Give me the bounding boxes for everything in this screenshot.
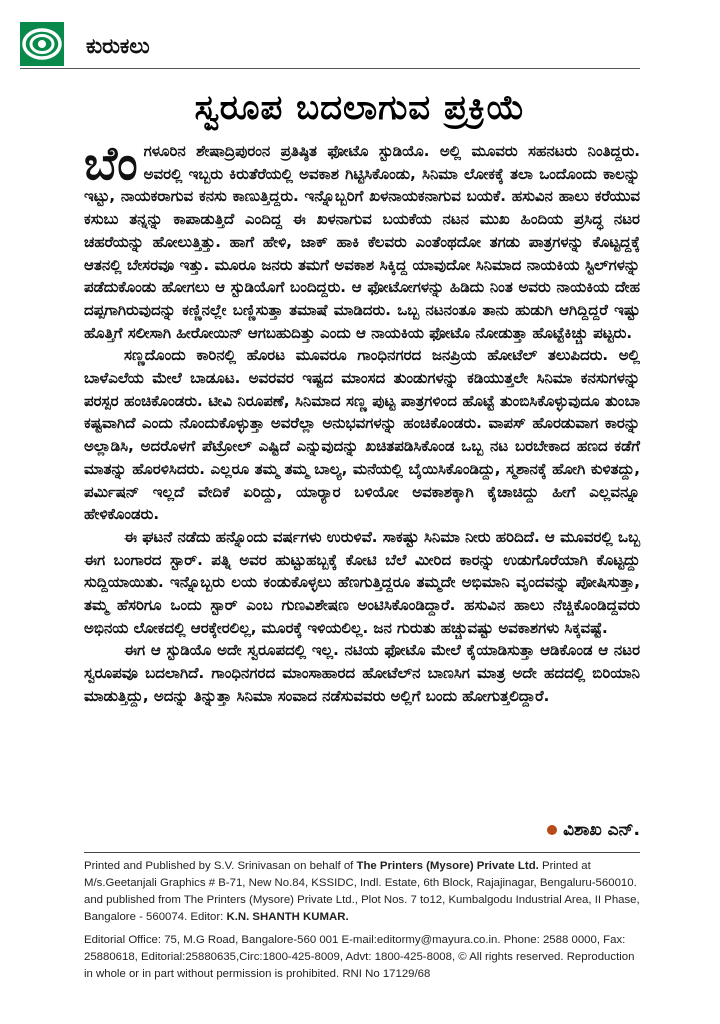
article-paragraph: ಈ ಘಟನೆ ನಡೆದು ಹನ್ನೊಂದು ವರ್ಷಗಳು ಉರುಳಿವೆ. ಸಾಕಷ್ಟು ಸಿನಿಮಾ ನೀರು ಹರಿದಿದೆ. ಆ ಮೂವರಲ್ಲಿ ಒಬ್ಬ ಈಗ ಬಂಗಾರದ ಸ್ಟಾರ್. ಪತ್ನಿ ಅವರ ಹುಟ್ಟುಹಬ್ಬಕ್ಕೆ ಕೋಟಿ ಬೆಲೆ ಮೀರಿದ ಕಾರನ್ನು ಉಡುಗೊರೆಯಾಗಿ ಕೊಟ್ಟದ್ದು ಸುದ್ದಿಯಾಯಿತು. ಇನ್ನೊಬ್ಬರು ಲಯ ಕಂಡುಕೊಳ್ಳಲು ಹೆಣಗುತ್ತಿದ್ದರೂ ತಮ್ಮದೇ ಅಭಿಮಾನಿ ವೃಂದವನ್ನು ಪೋಷಿಸುತ್ತಾ, ತಮ್ಮ ಹೆಸರಿಗೂ ಒಂದು ಸ್ಟಾರ್ ಎಂಬ ಗುಣವಿಶೇಷಣ ಅಂಟಿಸಿಕೊಂಡಿದ್ದಾರೆ. ಹಸುವಿನ ಹಾಲು ನೆಚ್ಚಿಕೊಂಡಿದ್ದವರು ಅಭಿನಯ ಲೋಕದಲ್ಲಿ ಆರಕ್ಕೇರಲಿಲ್ಲ, ಮೂರಕ್ಕೆ ಇಳಿಯಲಿಲ್ಲ. ಜನ ಗುರುತು ಹಚ್ಚುವಷ್ಟು ಅವಕಾಶಗಳು ಸಿಕ್ಕವಷ್ಟೆ.: [84, 527, 640, 637]
imprint-address-text: Printed at M/s.Geetanjali Graphics # B-71, New No.84, KSSIDC, Indl. Estate, 6th Block, Rajajinagar, Bengaluru-560010. and published from The Printers (Mysore) Private Ltd., Plot Nos. 7 to12, Kumbalgodu Industrial Area, II Phase, Bangalore - 560074. Editor:: [84, 860, 640, 923]
article-paragraph: ಸಣ್ಣದೊಂದು ಕಾರಿನಲ್ಲಿ ಹೊರಟ ಮೂವರೂ ಗಾಂಧಿನಗರದ ಜನಪ್ರಿಯ ಹೋಟೆಲ್ ತಲುಪಿದರು. ಅಲ್ಲಿ ಬಾಳೆಎಲೆಯ ಮೇಲೆ ಬಾಡೂಟ. ಅವರವರ ಇಷ್ಟದ ಮಾಂಸದ ತುಂಡುಗಳನ್ನು ಕಡಿಯುತ್ತಲೇ ಸಿನಿಮಾ ಕನಸುಗಳನ್ನು ಪರಸ್ಪರ ಹಂಚಿಕೊಂಡರು. ಟೀವಿ ನಿರೂಪಣೆ, ಸಿನಿಮಾದ ಸಣ್ಣ ಪುಟ್ಟ ಪಾತ್ರಗಳಿಂದ ಹೊಟ್ಟೆ ತುಂಬಿಸಿಕೊಳ್ಳುವುದೂ ತುಂಬಾ ಕಷ್ಟವಾಗಿದೆ ಎಂದು ನೊಂದುಕೊಳ್ಳುತ್ತಾ ಅವರೆಲ್ಲಾ ಅನುಭವಗಳನ್ನು ಹಂಚಿಕೊಂಡರು. ವಾಪಸ್ ಹೊರಡುವಾಗ ಕಾರನ್ನು ಅಲ್ಲಾಡಿಸಿ, ಅದರೊಳಗೆ ಪೆಟ್ರೋಲ್ ಎಷ್ಟಿದೆ ಎನ್ನುವುದನ್ನು ಖಚಿತಪಡಿಸಿಕೊಂಡ ಒಬ್ಬ ನಟ ಬರಬೇಕಾದ ಹಣದ ಕಡೆಗೆ ಮಾತನ್ನು ಹೊರಳಿಸಿದರು. ಎಲ್ಲರೂ ತಮ್ಮ ತಮ್ಮ ಬಾಲ್ಯ, ಮನೆಯಲ್ಲಿ ಬೈಯಿಸಿಕೊಂಡಿದ್ದು, ಸ್ಮಶಾನಕ್ಕೆ ಹೋಗಿ ಕುಳಿತದ್ದು, ಪರ್ಮಿಷನ್ ಇಲ್ಲದೆ ವೇದಿಕೆ ಏರಿದ್ದು, ಯಾರ್‍ಯಾರ ಬಳಿಯೋ ಅವಕಾಶಕ್ಕಾಗಿ ಕೈಚಾಚಿದ್ದು ಹೀಗೆ ಎಲ್ಲವನ್ನೂ ಹೇಳಿಕೊಂಡರು.: [84, 346, 640, 524]
section-label: ಕುರುಕಲು: [86, 34, 150, 58]
first-paragraph-wrap: [84, 136, 640, 344]
imprint-editor-name: K.N. SHANTH KUMAR.: [226, 911, 349, 923]
article-paragraph: ಈಗ ಆ ಸ್ಟುಡಿಯೊ ಅದೇ ಸ್ವರೂಪದಲ್ಲಿ ಇಲ್ಲ. ನಟಿಯ ಫೋಟೊ ಮೇಲೆ ಕೈಯಾಡಿಸುತ್ತಾ ಆಡಿಕೊಂಡ ಆ ನಟರ ಸ್ವರೂಪವೂ ಬದಲಾಗಿದೆ. ಗಾಂಧಿನಗರದ ಮಾಂಸಾಹಾರದ ಹೋಟೆಲ್‌ನ ಬಾಣಸಿಗ ಮಾತ್ರ ಅದೇ ಹದದಲ್ಲಿ ಬಿರಿಯಾನಿ ಮಾಡುತ್ತಿದ್ದು, ಅದನ್ನು ತಿನ್ನುತ್ತಾ ಸಿನಿಮಾ ಸಂವಾದ ನಡೆಸುವವರು ಅಲ್ಲಿಗೆ ಬಂದು ಹೋಗುತ್ತಲಿದ್ದಾರೆ.: [84, 641, 640, 705]
author-name: ವಿಶಾಖ ಎನ್.: [563, 820, 640, 840]
drop-cap: ಬೆಂ: [84, 136, 138, 190]
editorial-office-text: Editorial Office: 75, M.G Road, Bangalore-560 001 E-mail:editormy@mayura.co.in. Phone: 2588 0000, Fax: 25880618, Editorial:25880635,Circ:1800-425-8009, Advt: 1800-425-8008, © All rights reserved. Reproduction in whole or in part without permission is prohibited. RNI No 17129/68: [84, 934, 635, 980]
imprint-text: [84, 858, 644, 926]
bullet-icon: [547, 825, 557, 835]
imprint-company-name: The Printers (Mysore) Private Ltd.: [356, 860, 539, 872]
article-paragraph: ಗಳೂರಿನ ಶೇಷಾದ್ರಿಪುರಂನ ಪ್ರತಿಷ್ಠಿತ ಫೋಟೊ ಸ್ಟುಡಿಯೊ. ಅಲ್ಲಿ ಮೂವರು ಸಹನಟರು ನಿಂತಿದ್ದರು. ಅವರಲ್ಲಿ ಇಬ್ಬರು ಕಿರುತೆರೆಯಲ್ಲಿ ಅವಕಾಶ ಗಿಟ್ಟಿಸಿಕೊಂಡು, ಸಿನಿಮಾ ಲೋಕಕ್ಕೆ ತಲಾ ಒಂದೊಂದು ಕಾಲನ್ನು ಇಟ್ಟು, ನಾಯಕರಾಗುವ ಕನಸು ಕಾಣುತ್ತಿದ್ದರು. ಇನ್ನೊಬ್ಬರಿಗೆ ಖಳನಾಯಕನಾಗುವ ಬಯಕೆ. ಹಸುವಿನ ಹಾಲು ಕರೆಯುವ ಕಸುಬು ತನ್ನನ್ನು ಕಾಪಾಡುತ್ತಿದೆ ಎಂದಿದ್ದ ಈ ಖಳನಾಗುವ ಬಯಕೆಯ ನಟನ ಮುಖ ಹಿಂದಿಯ ಪ್ರಸಿದ್ಧ ನಟರ ಚಹರೆಯನ್ನು ಹೋಲುತ್ತಿತ್ತು. ಹಾಗೆ ಹೇಳಿ, ಜಾಕ್ ಹಾಕಿ ಕೆಲವರು ಎಂತೆಂಥದೋ ತಗಡು ಪಾತ್ರಗಳನ್ನು ಕೊಟ್ಟದ್ದಕ್ಕೆ ಆತನಲ್ಲಿ ಬೇಸರವೂ ಇತ್ತು. ಮೂರೂ ಜನರು ತಮಗೆ ಅವಕಾಶ ಸಿಕ್ಕಿದ್ದ ಯಾವುದೋ ಸಿನಿಮಾದ ನಾಯಕಿಯ ಸ್ಟಿಲ್‌ಗಳನ್ನು ಪಡೆದುಕೊಂಡು ಹೋಗಲು ಆ ಸ್ಟುಡಿಯೊಗೆ ಬಂದಿದ್ದರು. ಆ ಫೋಟೋಗಳನ್ನು ಹಿಡಿದು ನಿಂತ ಅವರು ನಾಯಕಿಯ ದೇಹ ದಪ್ಪಗಾಗಿರುವುದನ್ನು ಕಣ್ಣಿನಲ್ಲೇ ಬಣ್ಣಿಸುತ್ತಾ ತಮಾಷೆ ಮಾಡಿದರು. ಒಬ್ಬ ನಟನಂತೂ ತಾನು ಹುಡುಗಿ ಆಗಿದ್ದಿದ್ದರೆ ಇಷ್ಟು ಹೊತ್ತಿಗೆ ಸಲೀಸಾಗಿ ಹೀರೋಯಿನ್ ಆಗಬಹುದಿತ್ತು ಎಂದು ಆ ನಾಯಕಿಯ ಫೋಟೊ ನೋಡುತ್ತಾ ಹೊಟ್ಟೆಕಿಚ್ಚು ಪಟ್ಟರು.: [84, 142, 640, 342]
page-header: [20, 22, 640, 69]
author-byline: [547, 820, 640, 840]
article-title: ಸ್ವರೂಪ ಬದಲಾಗುವ ಪ್ರಕ್ರಿಯೆ: [194, 88, 526, 128]
publication-logo-icon: [20, 22, 64, 66]
article-body: [84, 136, 640, 708]
footer-divider: [84, 852, 640, 853]
imprint-publisher-text: Printed and Published by S.V. Srinivasan on behalf of: [84, 860, 357, 872]
imprint-footer: [84, 858, 644, 983]
